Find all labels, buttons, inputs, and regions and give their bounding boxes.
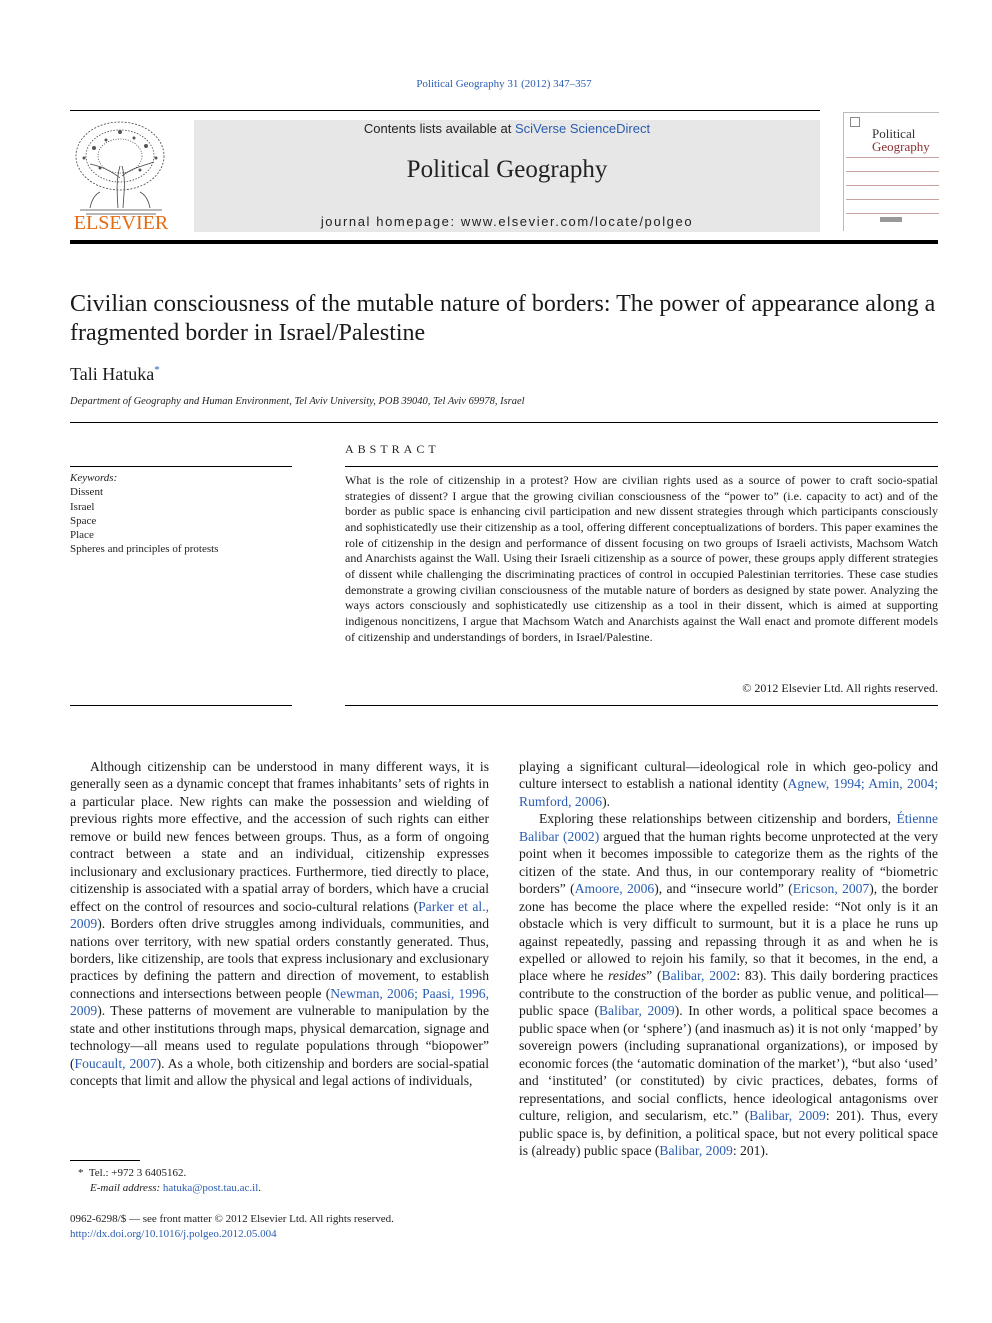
keyword-item: Dissent bbox=[70, 486, 103, 499]
body-column-right bbox=[519, 758, 938, 1159]
abstract-text: What is the role of citizenship in a protest? How are civilian rights used as a source of power to craft socio-spatial strategies of dissent? I argue that the growing civilian consciousness of the “power to” (i.e. capacity to act) and of the border as public space is enhancing civil participation and new dissent strategies through which participants consciously and sophisticatedly use their citizenship as a tool, offering different conceptualizations of borders. This paper examines the role of citizenship in the design and performance of dissent focusing on two groups of Israeli activists, Machsom Watch and Anarchists against the Wall. Using their Israeli citizenship as a source of power, these groups apply different strategies of dissent while challenging the discriminating practices of control in occupied Palestinian territories. These case studies demonstrate a growing civilian consciousness of the mutable nature of borders as designed by state power. Analyzing the ways actors consciously and sophisticatedly use citizenship as a tool in their dissent, which is aimed at supporting indigenous noncitizens, I argue that Machsom Watch and Anarchists against the Wall enact and promote different models of citizenship and understandings of borders, in Israel/Palestine. bbox=[345, 473, 938, 644]
citation-link[interactable]: Balibar, 2009 bbox=[749, 1108, 826, 1124]
header-rule bbox=[70, 110, 820, 111]
cover-line bbox=[846, 185, 939, 186]
journal-title[interactable]: Political Geography bbox=[406, 156, 608, 183]
body-text: Exploring these relationships between citizenship and borders, bbox=[539, 811, 897, 827]
cover-publisher-mark-icon bbox=[880, 217, 902, 222]
body-text: ). bbox=[602, 793, 611, 809]
body-text: : 201). Thus, every public space is, by definition, a political space, but not every political space is (already) public space ( bbox=[519, 1108, 938, 1158]
issn-block bbox=[70, 1212, 570, 1241]
body-text: Although citizenship can be understood in many different ways, it is generally seen as a dynamic concept that frames inhabitants’ sets of rights in a particular place. New rights can make the possession and wielding of previous rights more effective, and the accession of such rights can either remove or build new fences between groups. Thus, as a form of ongoing contract between a state and an individual, citizenship expresses inclusionary and exclusionary practices. Furthermore, tied directly to place, citizenship is associated with a spatial array of borders, which have a crucial effect on the control of resources and socio-cultural relations ( bbox=[70, 759, 489, 914]
article-title: Civilian consciousness of the mutable nature of borders: The power of appearance along a fragmented border in Israel/Palestine bbox=[70, 291, 936, 346]
cover-title-line1: Political bbox=[872, 126, 916, 141]
header-thick-rule bbox=[70, 240, 938, 244]
email-link[interactable]: hatuka@post.tau.ac.il bbox=[162, 1182, 259, 1194]
journal-cover-thumbnail[interactable] bbox=[843, 112, 939, 231]
sciverse-link[interactable]: SciVerse ScienceDirect bbox=[514, 121, 651, 136]
italic-text: resides bbox=[608, 968, 647, 984]
cover-title-line2: Geography bbox=[872, 139, 930, 154]
body-paragraph bbox=[519, 758, 938, 810]
citation-link[interactable]: Ericson, 2007 bbox=[792, 881, 870, 897]
journal-homepage[interactable]: journal homepage: www.elsevier.com/locate/polgeo bbox=[320, 214, 694, 229]
body-paragraph bbox=[519, 810, 938, 1159]
abstract-copyright: © 2012 Elsevier Ltd. All rights reserved. bbox=[742, 681, 938, 695]
citation-link[interactable]: Newman, 2006; Paasi, 1996, 2009 bbox=[70, 985, 489, 1019]
citation-link[interactable]: Étienne Balibar (2002) bbox=[519, 811, 938, 844]
citation-link[interactable]: Amoore, 2006 bbox=[574, 881, 655, 897]
body-text: : 201). bbox=[732, 1142, 769, 1158]
keyword-item: Space bbox=[70, 514, 97, 527]
keywords-top-rule bbox=[70, 466, 292, 467]
cover-line bbox=[846, 157, 939, 158]
elsevier-wordmark[interactable]: ELSEVIER bbox=[73, 212, 169, 234]
journal-citation[interactable]: Political Geography 31 (2012) 347–357 bbox=[416, 78, 592, 90]
author-name bbox=[70, 364, 160, 385]
body-text: ), the border zone has become the place where the expelled reside: “Not only is it an obstacle which is very difficult to surmount, but it is a place he runs up against repeatedly, passing and repassing through it as and when he is expelled or allowed to rejoin his family, so that it becomes, in the end, a place where he bbox=[519, 881, 939, 984]
author-footnote bbox=[70, 1166, 489, 1196]
abstract-heading: ABSTRACT bbox=[345, 442, 440, 456]
footnote-tel-line bbox=[70, 1166, 489, 1181]
body-text: playing a significant cultural—ideological role in which geo-policy and culture intersect to establish a national identity ( bbox=[519, 759, 938, 792]
doi-link[interactable]: http://dx.doi.org/10.1016/j.polgeo.2012.05.004 bbox=[70, 1227, 277, 1240]
body-paragraph bbox=[70, 758, 489, 1090]
body-text: ). These patterns of movement are vulnerable to manipulation by the state and other institutions through maps, physical demarcation, signage and technology—all means used to regulate populations through “biopower” ( bbox=[70, 1003, 489, 1071]
cover-emblem-icon bbox=[850, 117, 860, 127]
citation-link[interactable]: Parker et al., 2009 bbox=[70, 898, 489, 932]
footnote-tel: Tel.: +972 3 6405162. bbox=[88, 1167, 187, 1179]
body-text: ” ( bbox=[646, 968, 662, 984]
citation-link[interactable]: Balibar, 2002 bbox=[661, 968, 737, 984]
body-text: ). In other words, a political space becomes a public space when (or ‘sphere’) (and inasmuch as) it is not only ‘mapped’ by sovereign powers (including supranational organizations), or imposed by economic forces (the ‘automatic domination of the market’), “but also ‘used’ and ‘instituted’ (or constituted) by civic practices, debates, forms of representations, and social conflicts, hence ideological antagonisms over culture, religion, and secularism, etc.” ( bbox=[519, 1003, 938, 1124]
author-affiliation: Department of Geography and Human Environment, Tel Aviv University, POB 39040, Tel Aviv 69978, Israel bbox=[70, 396, 525, 407]
body-text: ), and “insecure world” ( bbox=[654, 881, 793, 897]
cover-line bbox=[846, 171, 939, 172]
body-text: ). Borders often drive struggles among individuals, communities, and nations over territory, with new spatial orders constantly generated. Thus, borders, like citizenship, are tools that express inclusionary and exclusionary practices by defining the pattern and direction of movement, to establish connections and intersections between people ( bbox=[70, 916, 489, 1001]
keywords-bottom-rule bbox=[70, 705, 292, 706]
abstract-top-rule bbox=[345, 466, 938, 467]
cover-line bbox=[846, 199, 939, 200]
keyword-item: Place bbox=[70, 529, 94, 542]
keywords-block bbox=[70, 471, 292, 557]
cover-line bbox=[846, 213, 939, 214]
abstract-bottom-rule bbox=[345, 705, 938, 706]
author-text: Tali Hatuka bbox=[70, 364, 155, 384]
email-end: . bbox=[258, 1182, 262, 1194]
body-text: : 83). This daily bordering practices contribute to the construction of the border as public venue, and political—public space ( bbox=[519, 968, 938, 1019]
cover-title bbox=[872, 127, 930, 153]
body-text: ). As a whole, both citizenship and borders are social-spatial concepts that limit and allow the physical and legal actions of individuals, bbox=[70, 1055, 489, 1089]
footnote-rule bbox=[70, 1160, 140, 1161]
footnote-email-line bbox=[70, 1181, 489, 1196]
email-label: E-mail address: bbox=[90, 1182, 163, 1194]
issn-line: 0962-6298/$ — see front matter © 2012 Elsevier Ltd. All rights reserved. bbox=[70, 1213, 394, 1225]
citation-link[interactable]: Agnew, 1994; Amin, 2004; Rumford, 2006 bbox=[519, 776, 938, 809]
body-column-left bbox=[70, 758, 489, 1090]
title-rule bbox=[70, 422, 938, 423]
body-text: argued that the human rights become unprotected at the very point when it becomes impossible to categorize them as the rights of the citizen of the state. And thus, in our contemporary reality of “biometric borders” ( bbox=[519, 828, 938, 897]
citation-link[interactable]: Foucault, 2007 bbox=[74, 1055, 157, 1071]
citation-link[interactable]: Balibar, 2009 bbox=[659, 1142, 733, 1158]
journal-banner bbox=[194, 120, 820, 232]
contents-availability bbox=[194, 121, 820, 136]
contents-prefix: Contents lists available at bbox=[363, 121, 515, 136]
keyword-item: Israel bbox=[70, 500, 95, 513]
keywords-label: Keywords: bbox=[70, 472, 118, 484]
author-footnote-mark[interactable]: * bbox=[154, 364, 160, 376]
footnote-mark: * bbox=[78, 1167, 84, 1179]
citation-link[interactable]: Balibar, 2009 bbox=[598, 1003, 675, 1019]
keyword-item: Spheres and principles of protests bbox=[70, 543, 219, 556]
